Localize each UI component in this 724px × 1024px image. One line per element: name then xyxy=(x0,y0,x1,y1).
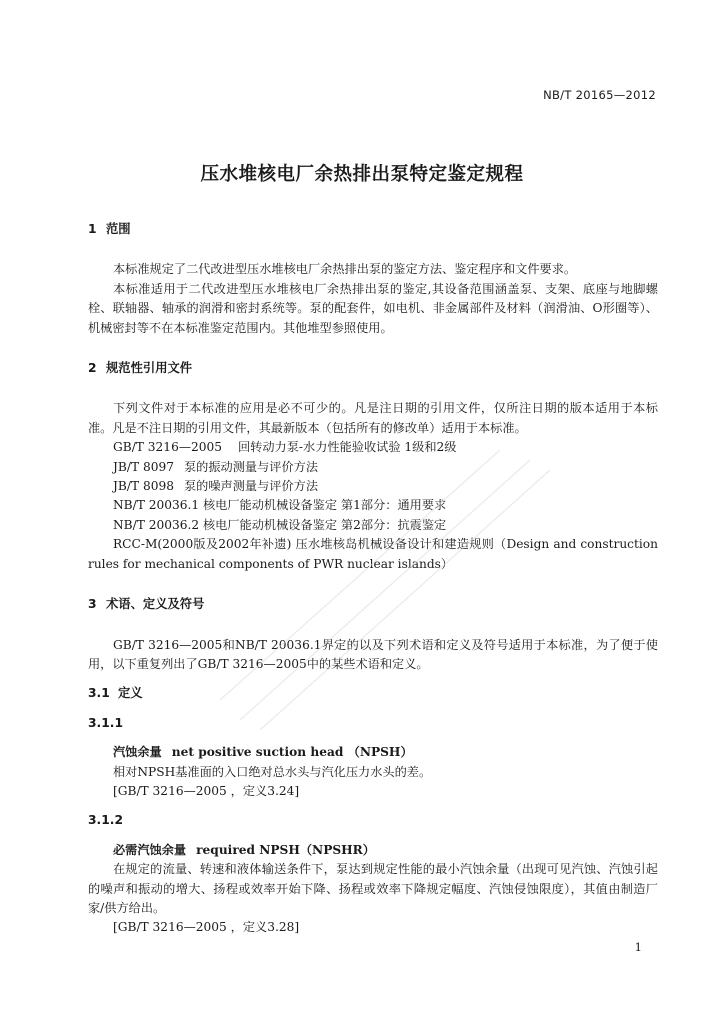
clause-number: 3.1.1 xyxy=(88,715,124,730)
reference-item xyxy=(88,496,658,515)
reference-title: 核电厂能动机械设备鉴定 第1部分：通用要求 xyxy=(203,498,447,513)
section-heading-normative-references xyxy=(88,359,658,378)
reference-title: 泵的振动测量与评价方法 xyxy=(184,459,319,474)
document-body xyxy=(88,220,658,938)
reference-item xyxy=(88,516,658,535)
standard-code: NB/T 20165—2012 xyxy=(543,88,656,102)
reference-title: 核电厂能动机械设备鉴定 第2部分：抗震鉴定 xyxy=(203,517,447,532)
page-number: 1 xyxy=(634,940,642,954)
section-number: 1 xyxy=(88,222,97,236)
paragraph: 下列文件对于本标准的应用是必不可少的。凡是注日期的引用文件，仅所注日期的版本适用于本标准。凡是不注日期的引用文件，其最新版本（包括所有的修改单）适用于本标准。 xyxy=(88,401,658,435)
section-heading-terms xyxy=(88,595,658,614)
section-heading-scope xyxy=(88,220,658,239)
term-definition: 在规定的流量、转速和液体输送条件下，泵达到规定性能的最小汽蚀余量（出现可见汽蚀、汽蚀引起的噪声和振动的增大、扬程或效率开始下降、扬程或效率下降规定幅度、汽蚀侵蚀限度），其值由制造厂家/供方给出。 xyxy=(88,862,658,915)
paragraph: GB/T 3216—2005和NB/T 20036.1界定的以及下列术语和定义及符号适用于本标准，为了便于使用，以下重复列出了GB/T 3216—2005中的某些术语和定义。 xyxy=(88,637,658,671)
term-english: required NPSH（NPSHR） xyxy=(196,842,375,857)
term-chinese: 汽蚀余量 xyxy=(113,745,162,760)
term-entry xyxy=(88,841,658,860)
reference-item-rccm: RCC-M(2000版及2002年补遗) 压水堆核岛机械设备设计和建造规则（Design and construction rules for mechanical components of PWR nuclear islands） xyxy=(88,537,658,571)
term-entry xyxy=(88,743,658,762)
reference-title: 泵的噪声测量与评价方法 xyxy=(184,479,319,494)
reference-item xyxy=(88,458,658,477)
reference-code: JB/T 8097 xyxy=(113,459,174,474)
section-title: 术语、定义及符号 xyxy=(106,597,205,612)
term-source: [GB/T 3216—2005 ，定义3.28] xyxy=(113,920,300,935)
section-number: 2 xyxy=(88,361,97,376)
section-number: 3 xyxy=(88,597,97,612)
section-title: 范围 xyxy=(106,222,131,236)
reference-title: 回转动力泵-水力性能验收试验 1级和2级 xyxy=(238,440,457,455)
reference-code: NB/T 20036.1 xyxy=(113,498,200,513)
reference-item xyxy=(88,438,658,457)
subsection-title: 定义 xyxy=(118,686,143,701)
term-definition: 相对NPSH基准面的入口绝对总水头与汽化压力水头的差。 xyxy=(113,764,432,779)
term-english: net positive suction head （NPSH） xyxy=(171,745,413,760)
subsection-heading-definitions xyxy=(88,684,658,703)
reference-code: JB/T 8098 xyxy=(113,479,174,494)
paragraph: 本标准规定了二代改进型压水堆核电厂余热排出泵的鉴定方法、鉴定程序和文件要求。 xyxy=(113,262,577,277)
document-title: 压水堆核电厂余热排出泵特定鉴定规程 xyxy=(200,164,524,185)
reference-code: NB/T 20036.2 xyxy=(113,517,200,532)
term-chinese: 必需汽蚀余量 xyxy=(113,842,187,857)
paragraph: 本标准适用于二代改进型压水堆核电厂余热排出泵的鉴定,其设备范围涵盖泵、支架、底座与地脚螺栓、联轴器、轴承的润滑和密封系统等。泵的配套件，如电机、非金属部件及材料（润滑油、O形圈等）、机械密封等不在本标准鉴定范围内。其他堆型参照使用。 xyxy=(88,281,658,335)
subsection-number: 3.1 xyxy=(88,686,110,701)
reference-item xyxy=(88,477,658,496)
section-title: 规范性引用文件 xyxy=(106,361,193,376)
reference-code: GB/T 3216—2005 xyxy=(113,440,223,455)
term-source: [GB/T 3216—2005 ，定义3.24] xyxy=(113,783,300,798)
clause-number: 3.1.2 xyxy=(88,813,124,828)
